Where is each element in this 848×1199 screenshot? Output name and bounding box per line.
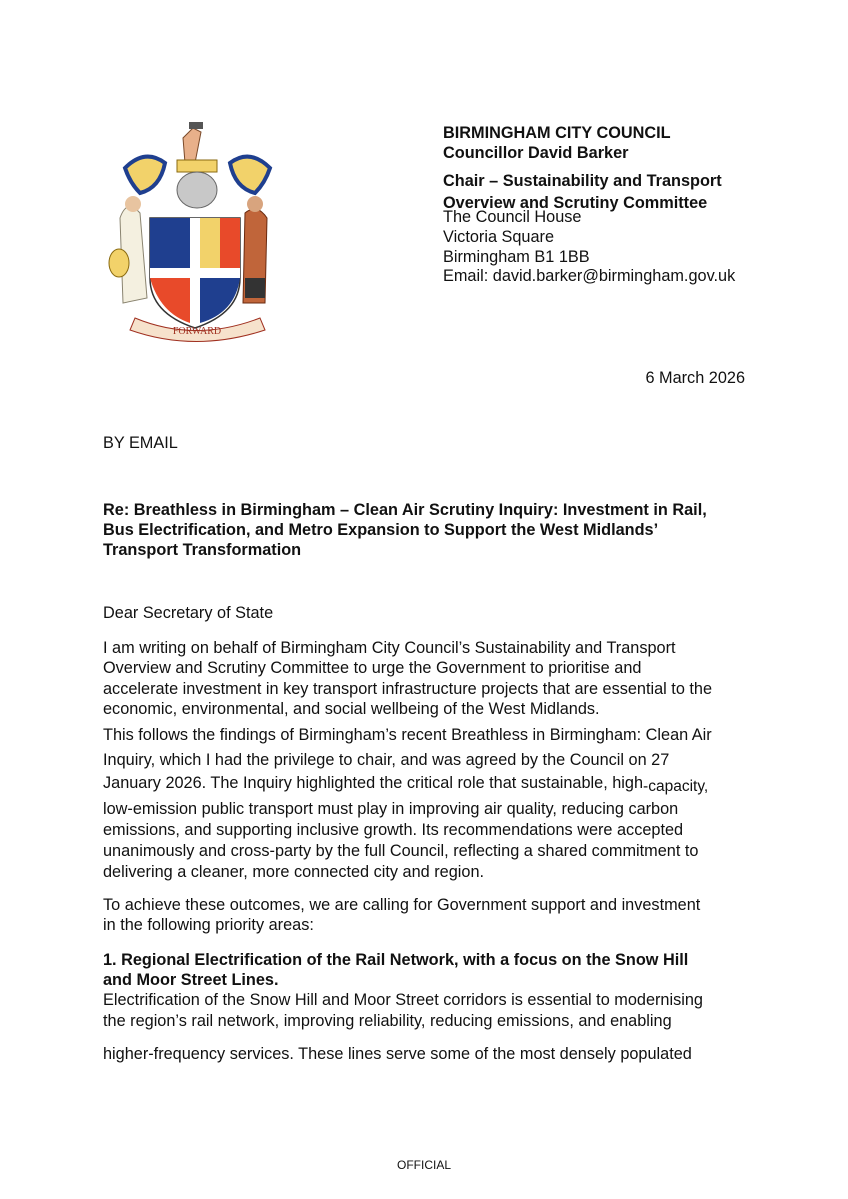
delivery-method: BY EMAIL <box>103 434 178 452</box>
address-line: The Council House <box>443 208 582 226</box>
classification-footer: OFFICIAL <box>396 1158 451 1172</box>
paragraph-line: economic, environmental, and social wellbeing of the West Midlands. <box>103 700 600 718</box>
paragraph-line: the region’s rail network, improving reliability, reducing emissions, and enabling <box>103 1012 672 1030</box>
paragraph-line: higher-frequency services. These lines serve some of the most densely populated <box>103 1045 692 1063</box>
text-run: -capacity, <box>643 778 709 795</box>
sender-role-line-2: Overview and Scrutiny Committee <box>443 194 708 212</box>
salutation: Dear Secretary of State <box>103 604 274 622</box>
sender-email: Email: david.barker@birmingham.gov.uk <box>443 267 736 285</box>
address-line: Birmingham B1 1BB <box>443 248 590 266</box>
paragraph-line: unanimously and cross-party by the full Council, reflecting a shared commitment to <box>103 842 699 860</box>
paragraph-line: Inquiry, which I had the privilege to chair, and was agreed by the Council on 27 <box>103 751 670 769</box>
address-line: Victoria Square <box>443 228 555 246</box>
paragraph-line <box>103 773 708 794</box>
paragraph-line: emissions, and supporting inclusive growth. Its recommendations were accepted <box>103 821 684 839</box>
paragraph-line: accelerate investment in key transport infrastructure projects that are essential to the <box>103 680 713 698</box>
text-run: January 2026. The Inquiry highlighted the critical role that sustainable, high <box>103 774 644 792</box>
letter-date: 6 March 2026 <box>645 369 745 387</box>
section-heading: and Moor Street Lines. <box>103 971 279 989</box>
paragraph-line: Overview and Scrutiny Committee to urge the Government to prioritise and <box>103 659 642 677</box>
paragraph-line: This follows the findings of Birmingham’s recent Breathless in Birmingham: Clean Air <box>103 726 712 744</box>
svg-text:FORWARD: FORWARD <box>172 326 222 337</box>
paragraph-line: I am writing on behalf of Birmingham City Council’s Sustainability and Transport <box>103 639 676 657</box>
birmingham-coat-of-arms-logo <box>105 118 290 343</box>
subject-line: Transport Transformation <box>103 541 302 559</box>
sender-role-line-1: Chair – Sustainability and Transport <box>443 172 722 190</box>
sender-name: Councillor David Barker <box>443 144 629 162</box>
paragraph-line: delivering a cleaner, more connected city and region. <box>103 863 485 881</box>
paragraph-line: low-emission public transport must play in improving air quality, reducing carbon <box>103 800 679 818</box>
paragraph-line: To achieve these outcomes, we are calling for Government support and investment <box>103 896 701 914</box>
paragraph-line: in the following priority areas: <box>103 916 314 934</box>
paragraph-line: Electrification of the Snow Hill and Moor Street corridors is essential to modernising <box>103 991 703 1009</box>
subject-line: Re: Breathless in Birmingham – Clean Air Scrutiny Inquiry: Investment in Rail, <box>103 501 707 519</box>
sender-org: BIRMINGHAM CITY COUNCIL <box>443 124 671 142</box>
section-heading: 1. Regional Electrification of the Rail Network, with a focus on the Snow Hill <box>103 951 689 969</box>
subject-line: Bus Electrification, and Metro Expansion to Support the West Midlands’ <box>103 521 659 539</box>
